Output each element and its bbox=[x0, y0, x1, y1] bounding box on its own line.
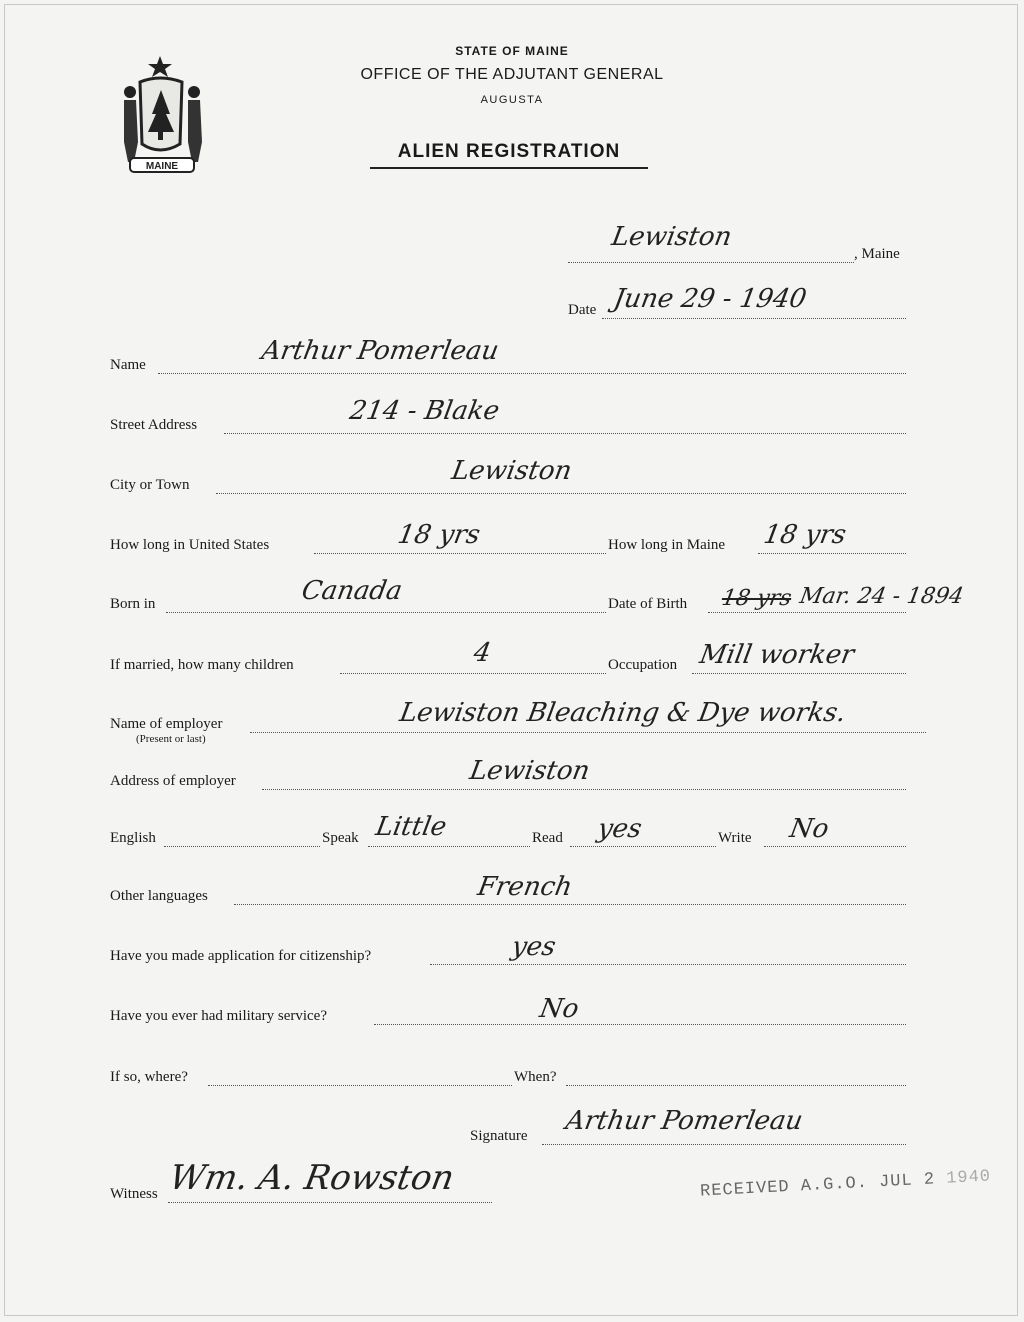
how-long-us-label: How long in United States bbox=[110, 537, 270, 553]
employer-address-label: Address of employer bbox=[110, 773, 236, 789]
signature-value: Arthur Pomerleau bbox=[563, 1106, 806, 1136]
speak-label: Speak bbox=[322, 830, 359, 846]
employer-value: Lewiston Bleaching & Dye works. bbox=[397, 698, 849, 728]
how-long-maine-value: 18 yrs bbox=[761, 520, 849, 550]
city-heading: AUGUSTA bbox=[480, 94, 544, 106]
born-in-line bbox=[166, 612, 606, 613]
employer-address-line bbox=[262, 789, 906, 790]
name-label: Name bbox=[110, 357, 146, 373]
city-line bbox=[216, 493, 906, 494]
citizenship-line bbox=[430, 964, 906, 965]
other-languages-value: French bbox=[475, 872, 575, 902]
signature-label: Signature bbox=[470, 1128, 528, 1144]
occupation-value: Mill worker bbox=[697, 640, 857, 670]
city-value: Lewiston bbox=[449, 456, 575, 486]
employer-label: Name of employer bbox=[110, 716, 223, 732]
place-value: Lewiston bbox=[609, 222, 735, 252]
street-value: 214 - Blake bbox=[347, 396, 502, 426]
when-label: When? bbox=[514, 1069, 557, 1085]
when-line bbox=[566, 1085, 906, 1086]
form-title: ALIEN REGISTRATION bbox=[370, 141, 648, 169]
military-line bbox=[374, 1024, 906, 1025]
english-label: English bbox=[110, 830, 156, 846]
citizenship-label: Have you made application for citizenship? bbox=[110, 948, 372, 964]
military-label: Have you ever had military service? bbox=[110, 1008, 327, 1024]
children-label: If married, how many children bbox=[110, 657, 294, 673]
employer-sublabel: (Present or last) bbox=[136, 733, 206, 745]
how-long-us-line bbox=[314, 553, 606, 554]
street-label: Street Address bbox=[110, 417, 198, 433]
born-in-value: Canada bbox=[299, 576, 405, 606]
read-value: yes bbox=[595, 814, 645, 844]
office-heading: OFFICE OF THE ADJUTANT GENERAL bbox=[360, 66, 664, 83]
signature-line bbox=[542, 1144, 906, 1145]
citizenship-value: yes bbox=[509, 932, 559, 962]
how-long-maine-label: How long in Maine bbox=[608, 537, 726, 553]
witness-value: Wm. A. Rowston bbox=[166, 1158, 458, 1198]
dob-value: Mar. 24 - 1894 bbox=[797, 584, 966, 609]
place-suffix: , Maine bbox=[854, 246, 900, 262]
dob-struck-value: 18 yrs bbox=[719, 586, 794, 611]
how-long-maine-line bbox=[758, 553, 906, 554]
name-line bbox=[158, 373, 906, 374]
write-label: Write bbox=[718, 830, 752, 846]
employer-line bbox=[250, 732, 926, 733]
speak-value: Little bbox=[373, 812, 449, 842]
date-value: June 29 - 1940 bbox=[611, 284, 809, 314]
received-stamp-year: 1940 bbox=[945, 1167, 992, 1189]
occupation-label: Occupation bbox=[608, 657, 678, 673]
born-in-label: Born in bbox=[110, 596, 156, 612]
city-label: City or Town bbox=[110, 477, 190, 493]
witness-line bbox=[168, 1202, 492, 1203]
received-stamp-text: RECEIVED A.G.O. JUL 2 bbox=[699, 1170, 936, 1202]
date-line bbox=[602, 318, 906, 319]
write-value: No bbox=[787, 814, 832, 844]
children-line bbox=[340, 673, 606, 674]
military-value: No bbox=[537, 994, 582, 1024]
other-languages-label: Other languages bbox=[110, 888, 208, 904]
where-label: If so, where? bbox=[110, 1069, 188, 1085]
read-line bbox=[570, 846, 716, 847]
other-languages-line bbox=[234, 904, 906, 905]
write-line bbox=[764, 846, 906, 847]
children-value: 4 bbox=[471, 638, 494, 668]
how-long-us-value: 18 yrs bbox=[395, 520, 483, 550]
state-heading: STATE OF MAINE bbox=[455, 44, 569, 58]
english-line bbox=[164, 846, 320, 847]
name-value: Arthur Pomerleau bbox=[259, 336, 502, 366]
witness-label: Witness bbox=[110, 1186, 158, 1202]
seal-text: MAINE bbox=[145, 161, 179, 172]
speak-line bbox=[368, 846, 530, 847]
street-line bbox=[224, 433, 906, 434]
where-line bbox=[208, 1085, 512, 1086]
read-label: Read bbox=[532, 830, 563, 846]
employer-address-value: Lewiston bbox=[467, 756, 593, 786]
occupation-line bbox=[692, 673, 906, 674]
dob-line bbox=[708, 612, 906, 613]
dob-label: Date of Birth bbox=[608, 596, 688, 612]
place-line bbox=[568, 262, 854, 263]
date-label: Date bbox=[568, 302, 597, 318]
